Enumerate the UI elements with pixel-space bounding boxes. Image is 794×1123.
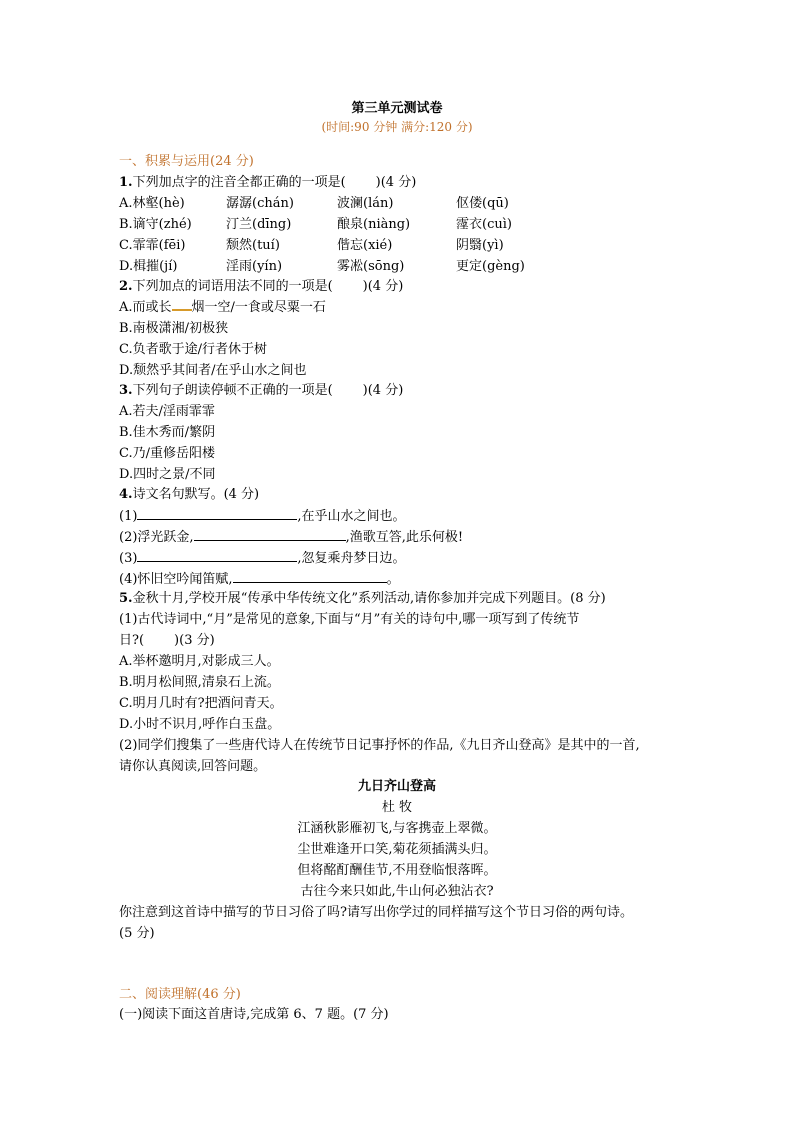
fill-blank-3[interactable]: [137, 548, 297, 562]
question-2-option-c: C.负者歌于途/行者休于树: [119, 342, 267, 357]
question-4: [119, 485, 259, 505]
question-3-score: )(4 分): [362, 383, 404, 398]
item-2-prefix: (2)浮光跃金,: [119, 530, 194, 545]
page-title: 第三单元测试卷: [351, 101, 443, 116]
section-2-label: 二、阅读理解: [119, 987, 198, 1002]
question-4-item-2: [119, 527, 463, 548]
poem-line-4: 古往今来只如此,牛山何必独沾衣?: [300, 884, 494, 899]
question-5-sub1-line1: (1)古代诗词中,“月”是常见的意象,下面与“月”有关的诗句中,哪一项写到了传统节: [119, 612, 580, 627]
question-2-option-a: [119, 298, 326, 318]
section-2-score: (46 分): [197, 987, 241, 1002]
question-3-option-c: C.乃/重修岳阳楼: [119, 446, 215, 461]
option-a-1: A.林壑(hè): [119, 196, 185, 211]
option-d-2: 淫雨(yín): [226, 259, 283, 274]
page-subtitle: (时间:90 分钟 满分:120 分): [321, 120, 473, 134]
fill-blank-2[interactable]: [194, 527, 346, 541]
question-5-text: 金秋十月,学校开展“传承中华传统文化”系列活动,请你参加并完成下列题目。(8 分): [132, 591, 606, 606]
question-1-score: )(4 分): [375, 175, 417, 190]
emphasis-underline: [172, 299, 192, 311]
section-1-score: (24 分): [210, 154, 254, 169]
poem-author: 杜 牧: [381, 800, 413, 815]
item-4-prefix: (4)怀旧空吟闻笛赋,: [119, 572, 233, 587]
section-1-label: 一、积累与运用: [119, 154, 211, 169]
sub1-score: )(3 分): [174, 633, 215, 648]
item-1-suffix: ,在乎山水之间也。: [297, 509, 406, 524]
item-4-suffix: 。: [386, 572, 400, 587]
option-b-1: B.谪守(zhé): [119, 217, 192, 232]
section-2-heading: [119, 985, 241, 1005]
option-a-4: 伛偻(qū): [456, 196, 509, 211]
question-4-text: 诗文名句默写。(4 分): [132, 487, 260, 502]
question-4-item-1: [119, 506, 406, 527]
option-a-2: 潺潺(chán): [226, 196, 294, 211]
option-a-part-1: A.而或长: [119, 300, 172, 315]
question-5: [119, 589, 606, 609]
question-5-sub2-score: (5 分): [119, 926, 155, 941]
question-5-option-c: C.明月几时有?把酒问青天。: [119, 696, 283, 711]
question-5-option-b: B.明月松间照,清泉石上流。: [119, 675, 280, 690]
question-5-sub2-question: 你注意到这首诗中描写的节日习俗了吗?请写出你学过的同样描写这个节日习俗的两句诗。: [119, 905, 633, 920]
question-4-item-3: [119, 548, 406, 569]
option-d-3: 雾凇(sōng): [337, 259, 405, 274]
poem-line-1: 江涵秋影雁初飞,与客携壶上翠微。: [297, 821, 497, 836]
question-1: [119, 173, 416, 193]
fill-blank-1[interactable]: [137, 506, 297, 520]
option-d-4: 更定(gèng): [456, 259, 525, 274]
item-2-suffix: ,渔歌互答,此乐何极!: [345, 530, 464, 545]
question-2-score: )(4 分): [362, 279, 404, 294]
option-c-4: 阴翳(yì): [456, 238, 504, 253]
question-1-text: 下列加点字的注音全都正确的一项是(: [132, 175, 346, 190]
fill-blank-4[interactable]: [233, 569, 387, 583]
item-3-suffix: ,忽复乘舟梦日边。: [297, 551, 406, 566]
question-5-option-d: D.小时不识月,呼作白玉盘。: [119, 717, 281, 732]
option-c-1: C.霏霏(fēi): [119, 238, 186, 253]
option-c-2: 颓然(tuí): [226, 238, 280, 253]
option-c-3: 偕忘(xié): [337, 238, 393, 253]
item-3-prefix: (3): [119, 551, 138, 566]
option-b-4: 霪衣(cuì): [456, 217, 512, 232]
sub1-prefix: 日?(: [119, 633, 145, 648]
poem-line-2: 尘世难逢开口笑,菊花须插满头归。: [297, 842, 497, 857]
question-3-number: 3.: [119, 383, 133, 398]
question-2-text: 下列加点的词语用法不同的一项是(: [132, 279, 333, 294]
option-a-3: 波澜(lán): [337, 196, 394, 211]
section-2-intro: (一)阅读下面这首唐诗,完成第 6、7 题。(7 分): [119, 1007, 389, 1022]
option-b-3: 酿泉(niàng): [337, 217, 411, 232]
item-1-prefix: (1): [119, 509, 138, 524]
question-5-sub2-line2: 请你认真阅读,回答问题。: [119, 759, 267, 774]
section-1-heading: [119, 152, 254, 172]
question-2: [119, 277, 403, 297]
poem-line-3: 但将酩酊酬佳节,不用登临恨落晖。: [297, 863, 497, 878]
poem-title: 九日齐山登高: [357, 779, 436, 794]
question-3-option-b: B.佳木秀而/繁阴: [119, 425, 216, 440]
option-b-2: 汀兰(dīng): [226, 217, 292, 232]
question-2-option-b: B.南极潇湘/初极狭: [119, 321, 229, 336]
question-2-number: 2.: [119, 279, 133, 294]
question-1-number: 1.: [119, 175, 133, 190]
option-d-1: D.楫摧(jí): [119, 259, 178, 274]
question-5-option-a: A.举杯邀明月,对影成三人。: [119, 654, 280, 669]
question-3-option-a: A.若夫/淫雨霏霏: [119, 404, 215, 419]
question-5-number: 5.: [119, 591, 133, 606]
question-3-option-d: D.四时之景/不同: [119, 467, 216, 482]
question-3: [119, 381, 403, 401]
question-5-sub1-line2: [119, 631, 215, 651]
question-4-item-4: [119, 569, 400, 590]
question-3-text: 下列句子朗读停顿不正确的一项是(: [132, 383, 333, 398]
option-a-part-2: 烟一空/一食或尽粟一石: [191, 300, 326, 315]
question-5-sub2-line1: (2)同学们搜集了一些唐代诗人在传统节日记事抒怀的作品,《九日齐山登高》是其中的一首,: [119, 738, 640, 753]
question-4-number: 4.: [119, 487, 133, 502]
question-2-option-d: D.颓然乎其间者/在乎山水之间也: [119, 363, 307, 378]
